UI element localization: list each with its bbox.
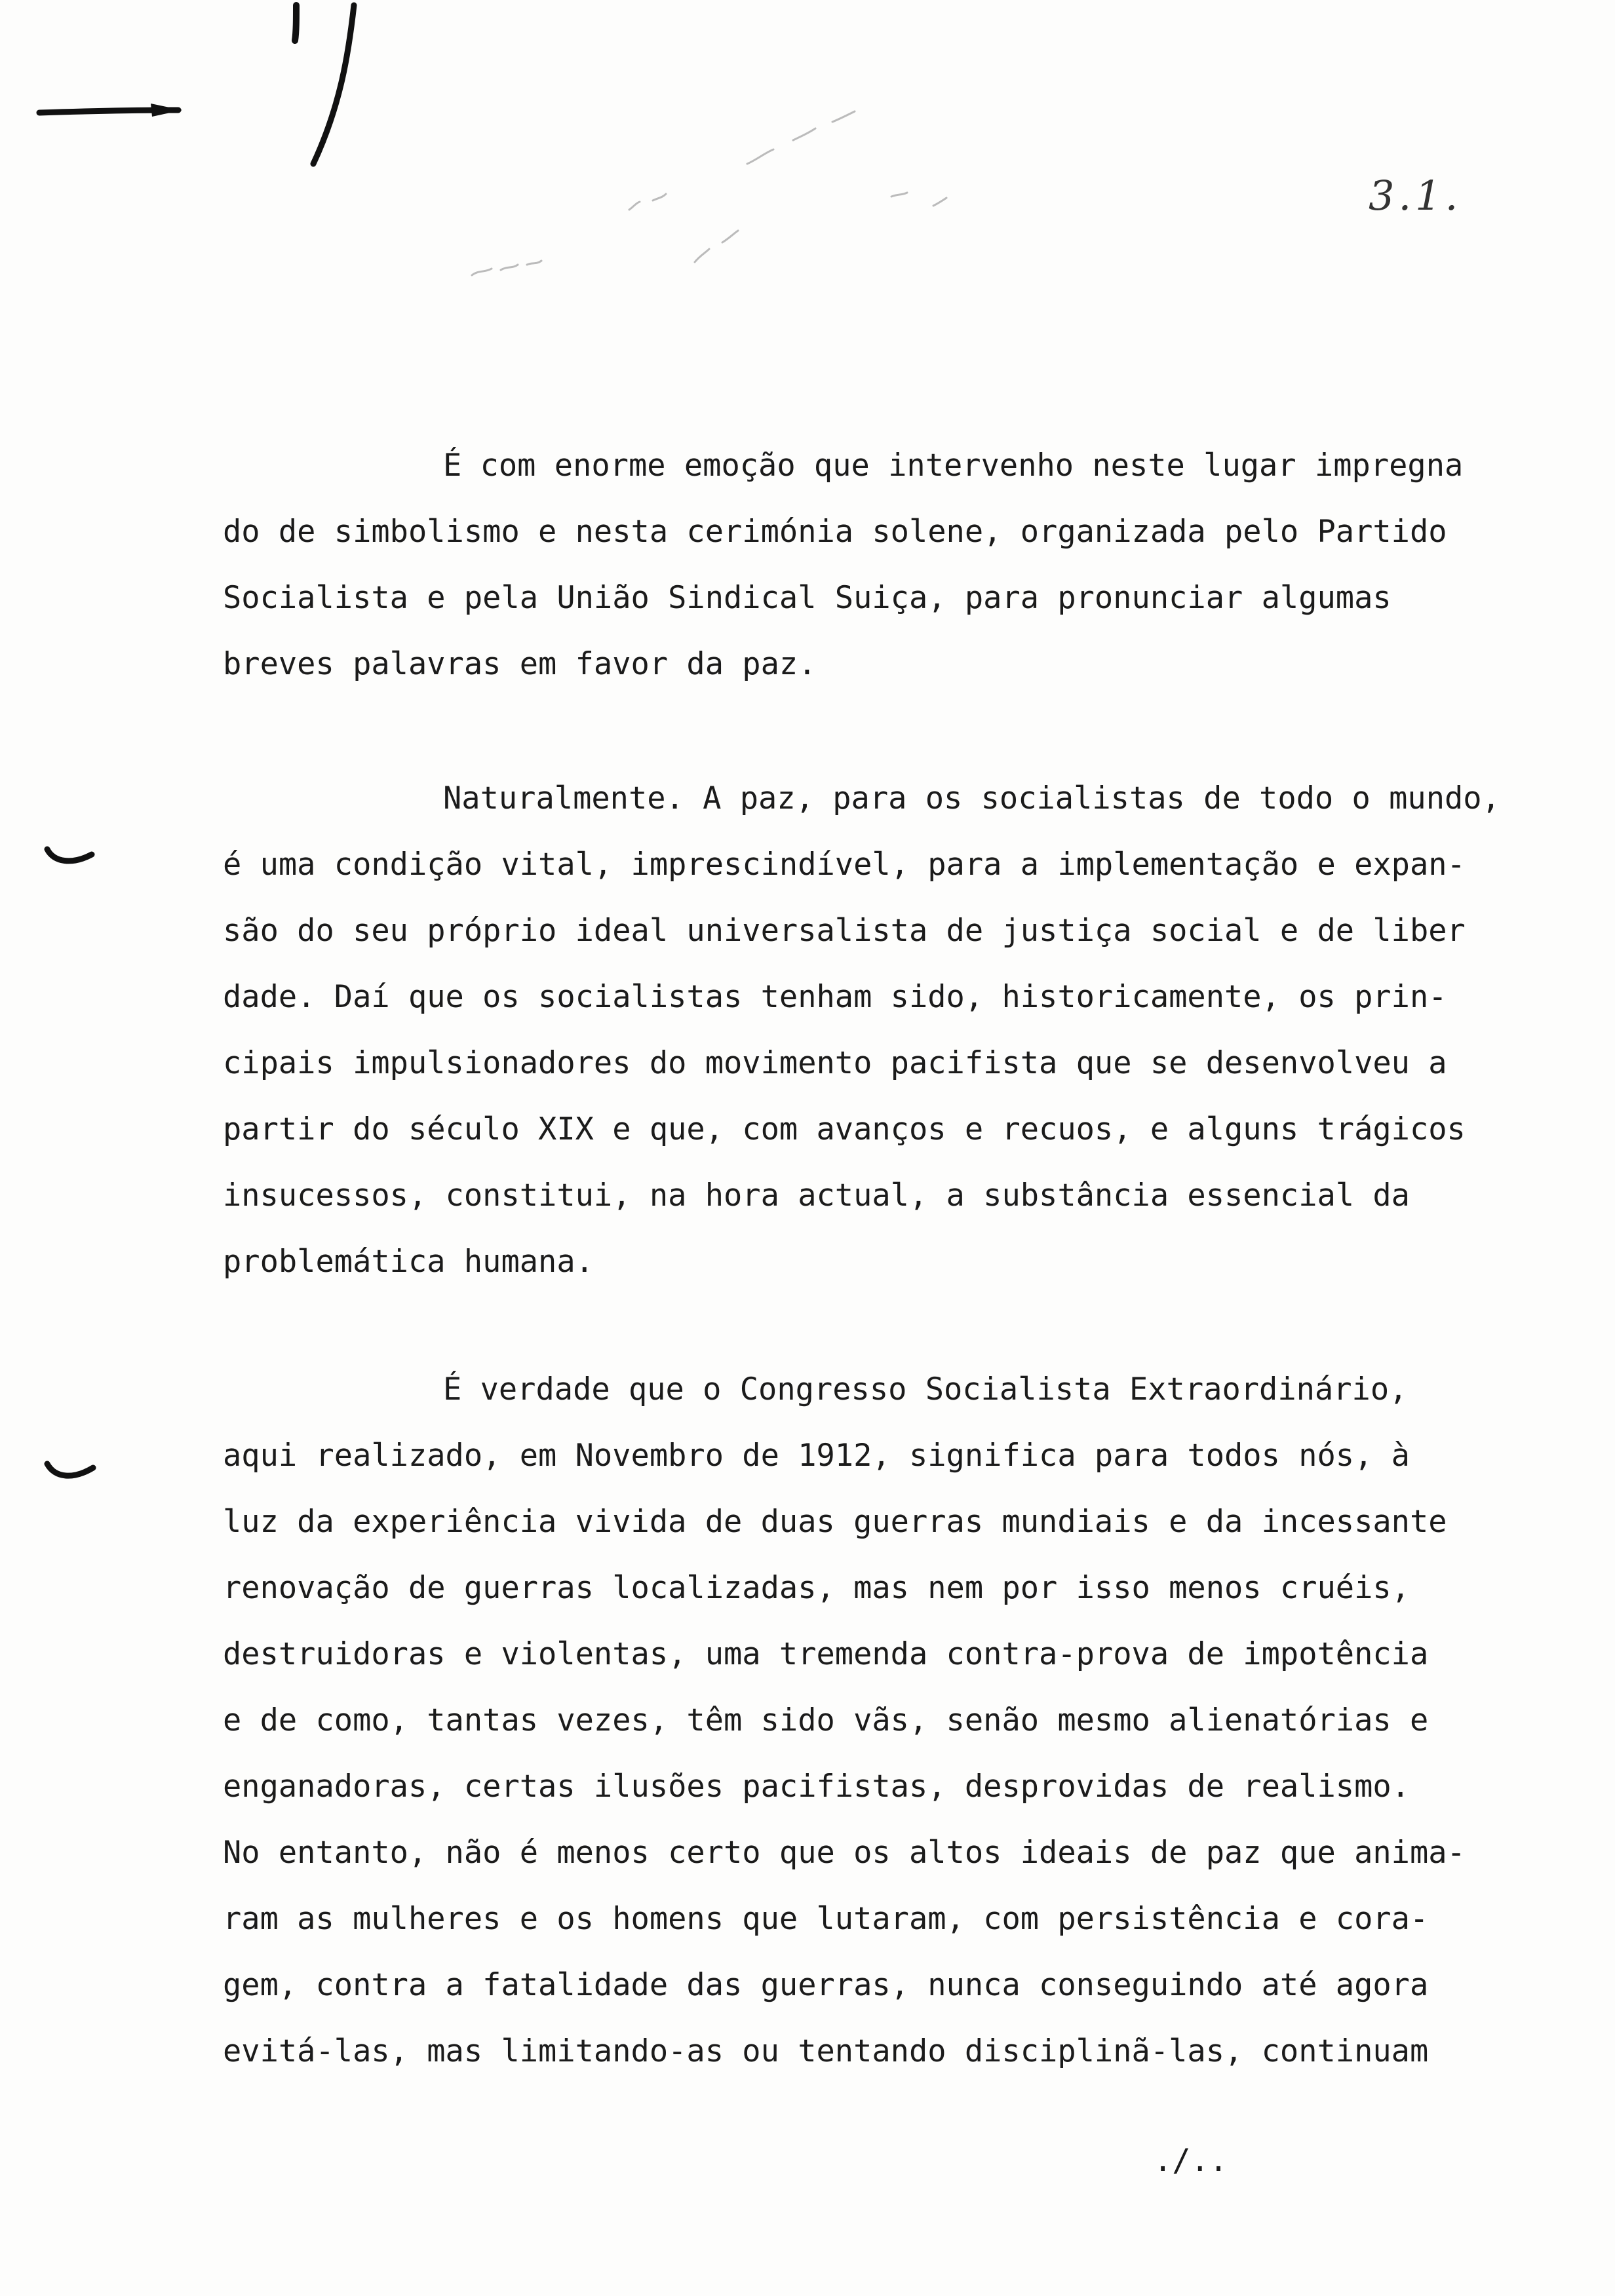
- text-line: enganadoras, certas ilusões pacifistas, desprovidas de realismo.: [223, 1769, 1410, 1805]
- text-line: É verdade que o Congresso Socialista Extraordinário,: [443, 1371, 1408, 1407]
- text-line: cipais impulsionadores do movimento pacifista que se desenvolveu a: [223, 1045, 1447, 1081]
- text-line: destruidoras e violentas, uma tremenda contra-prova de impotência: [223, 1636, 1429, 1672]
- text-line: são do seu próprio ideal universalista de justiça social e de liber: [223, 913, 1466, 949]
- text-line: breves palavras em favor da paz.: [223, 646, 817, 682]
- text-line: ram as mulheres e os homens que lutaram, com persistência e cora-: [223, 1901, 1429, 1937]
- text-line: insucessos, constitui, na hora actual, a substância essencial da: [223, 1177, 1410, 1214]
- text-line: e de como, tantas vezes, têm sido vãs, senão mesmo alienatórias e: [223, 1702, 1429, 1738]
- text-line: gem, contra a fatalidade das guerras, nunca conseguindo até agora: [223, 1967, 1429, 2003]
- text-line: Socialista e pela União Sindical Suiça, para pronunciar algumas: [223, 580, 1391, 616]
- text-line: Naturalmente. A paz, para os socialistas de todo o mundo,: [443, 780, 1500, 816]
- paragraph-2: [223, 765, 1500, 1295]
- text-line: partir do século XIX e que, com avanços e recuos, e alguns trágicos: [223, 1111, 1466, 1147]
- text-line: É com enorme emoção que intervenho neste lugar impregna: [443, 448, 1464, 484]
- text-line: renovação de guerras localizadas, mas nem por isso menos cruéis,: [223, 1570, 1410, 1606]
- text-line: No entanto, não é menos certo que os altos ideais de paz que anima-: [223, 1835, 1466, 1871]
- text-line: do de simbolismo e nesta cerimónia solene, organizada pelo Partido: [223, 514, 1447, 550]
- text-line: luz da experiência vivida de duas guerras mundiais e da incessante: [223, 1504, 1447, 1540]
- continuation-mark: ./..: [1154, 2143, 1228, 2179]
- text-line: é uma condição vital, imprescindível, para a implementação e expan-: [223, 847, 1466, 883]
- paragraph-1: [223, 432, 1463, 697]
- text-line: aqui realizado, em Novembro de 1912, significa para todos nós, à: [223, 1438, 1410, 1474]
- text-line: dade. Daí que os socialistas tenham sido, historicamente, os prin-: [223, 979, 1447, 1015]
- text-line: problemática humana.: [223, 1244, 594, 1280]
- page-number: 3.1.: [1369, 172, 1462, 220]
- paragraph-3: [223, 1356, 1466, 2084]
- text-line: evitá-las, mas limitando-as ou tentando disciplinã-las, continuam: [223, 2033, 1429, 2069]
